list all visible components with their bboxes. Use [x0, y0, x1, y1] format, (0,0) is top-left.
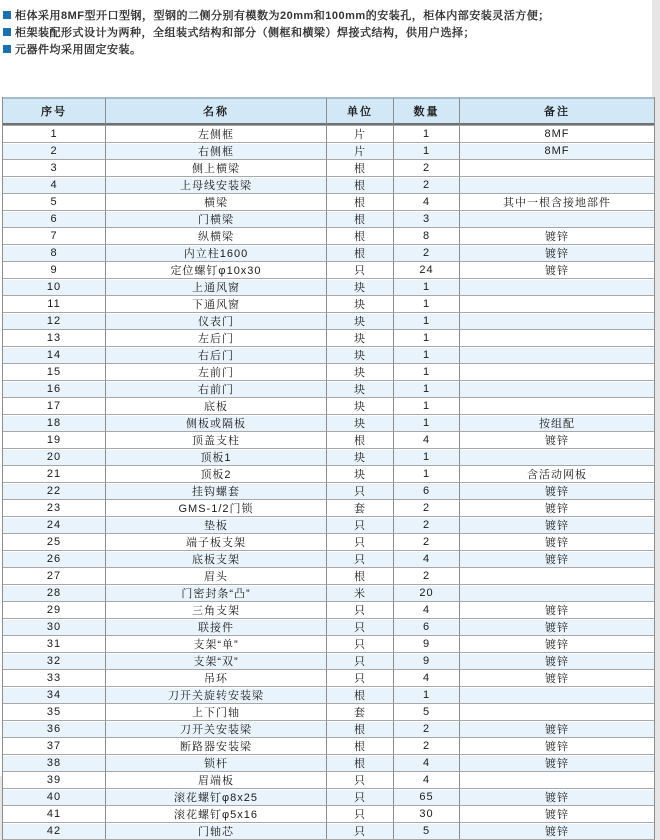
- cell-name: 吊环: [105, 669, 326, 686]
- cell-name: 右前门: [105, 380, 326, 397]
- cell-quantity: 2: [393, 159, 459, 176]
- cell-name: 下通风窗: [105, 295, 326, 312]
- cell-name: 端子板支架: [105, 533, 326, 550]
- cell-unit: 只: [326, 635, 393, 652]
- cell-remark: [459, 397, 654, 414]
- cell-serial: 17: [3, 397, 105, 414]
- cell-quantity: 1: [393, 346, 459, 363]
- cell-serial: 12: [3, 312, 105, 329]
- table-row: [3, 652, 654, 669]
- cell-name: 横梁: [105, 193, 326, 210]
- column-header-quantity: 数量: [393, 97, 459, 125]
- table-row: [3, 550, 654, 567]
- cell-quantity: 1: [393, 414, 459, 431]
- cell-unit: 块: [326, 278, 393, 295]
- cell-unit: 只: [326, 788, 393, 805]
- cell-remark: 镀锌: [459, 788, 654, 805]
- cell-name: 左侧框: [105, 125, 326, 142]
- cell-quantity: 8: [393, 227, 459, 244]
- table-row: [3, 822, 654, 839]
- cell-unit: 套: [326, 703, 393, 720]
- cell-unit: 根: [326, 567, 393, 584]
- note-text: 元器件均采用固定安装。: [15, 43, 142, 56]
- cell-name: 上下门轴: [105, 703, 326, 720]
- cell-quantity: 24: [393, 261, 459, 278]
- table-row: [3, 193, 654, 210]
- cell-remark: [459, 278, 654, 295]
- cell-unit: 米: [326, 584, 393, 601]
- cell-name: 支架“双”: [105, 652, 326, 669]
- cell-serial: 38: [3, 754, 105, 771]
- table-row: [3, 278, 654, 295]
- table-row: [3, 737, 654, 754]
- table-body: [3, 125, 654, 839]
- cell-quantity: 1: [393, 465, 459, 482]
- cell-unit: 只: [326, 516, 393, 533]
- cell-quantity: 1: [393, 397, 459, 414]
- cell-remark: 8MF: [459, 142, 654, 159]
- cell-quantity: 9: [393, 635, 459, 652]
- cell-serial: 3: [3, 159, 105, 176]
- cell-remark: [459, 567, 654, 584]
- cell-quantity: 1: [393, 125, 459, 142]
- cell-quantity: 4: [393, 669, 459, 686]
- cell-remark: [459, 329, 654, 346]
- cell-serial: 29: [3, 601, 105, 618]
- note-text: 柜体采用8MF型开口型钢，型钢的二侧分别有模数为20mm和100mm的安装孔，柜体内部安装灵活方便；: [15, 9, 550, 22]
- cell-unit: 块: [326, 346, 393, 363]
- table-row: [3, 720, 654, 737]
- cell-unit: 片: [326, 125, 393, 142]
- cell-quantity: 2: [393, 176, 459, 193]
- cell-unit: 只: [326, 261, 393, 278]
- cell-remark: [459, 176, 654, 193]
- cell-name: 支架“单”: [105, 635, 326, 652]
- cell-name: 右后门: [105, 346, 326, 363]
- cell-serial: 27: [3, 567, 105, 584]
- cell-unit: 只: [326, 601, 393, 618]
- cell-remark: 镀锌: [459, 805, 654, 822]
- cell-name: 侧上横梁: [105, 159, 326, 176]
- cell-remark: 镀锌: [459, 822, 654, 839]
- cell-quantity: 2: [393, 516, 459, 533]
- cell-unit: 块: [326, 363, 393, 380]
- table-row: [3, 771, 654, 788]
- table-row: [3, 703, 654, 720]
- cell-unit: 根: [326, 193, 393, 210]
- cell-unit: 根: [326, 159, 393, 176]
- cell-quantity: 1: [393, 363, 459, 380]
- table-row: [3, 482, 654, 499]
- cell-remark: [459, 448, 654, 465]
- table-row: [3, 210, 654, 227]
- cell-unit: 只: [326, 822, 393, 839]
- table-row: [3, 346, 654, 363]
- cell-name: 门轴芯: [105, 822, 326, 839]
- table-row: [3, 567, 654, 584]
- notes-list: [0, 0, 652, 57]
- cell-name: 仪表门: [105, 312, 326, 329]
- cell-serial: 28: [3, 584, 105, 601]
- cell-remark: 镀锌: [459, 482, 654, 499]
- cell-quantity: 3: [393, 210, 459, 227]
- cell-serial: 23: [3, 499, 105, 516]
- column-header-remark: 备注: [459, 97, 654, 125]
- cell-serial: 21: [3, 465, 105, 482]
- cell-quantity: 1: [393, 448, 459, 465]
- cell-remark: 8MF: [459, 125, 654, 142]
- cell-serial: 13: [3, 329, 105, 346]
- cell-quantity: 1: [393, 312, 459, 329]
- cell-serial: 15: [3, 363, 105, 380]
- table-row: [3, 533, 654, 550]
- cell-quantity: 1: [393, 686, 459, 703]
- cell-serial: 41: [3, 805, 105, 822]
- cell-unit: 套: [326, 499, 393, 516]
- cell-name: 三角支架: [105, 601, 326, 618]
- cell-name: 顶板2: [105, 465, 326, 482]
- cell-unit: 块: [326, 380, 393, 397]
- cell-unit: 只: [326, 533, 393, 550]
- cell-quantity: 4: [393, 601, 459, 618]
- cell-remark: 其中一根含接地部件: [459, 193, 654, 210]
- table-row: [3, 312, 654, 329]
- cell-serial: 34: [3, 686, 105, 703]
- table-row: [3, 227, 654, 244]
- table-row: [3, 754, 654, 771]
- parts-table: [2, 97, 655, 840]
- cell-unit: 根: [326, 754, 393, 771]
- table-row: [3, 397, 654, 414]
- cell-remark: [459, 363, 654, 380]
- cell-serial: 19: [3, 431, 105, 448]
- cell-unit: 块: [326, 295, 393, 312]
- cell-serial: 39: [3, 771, 105, 788]
- cell-quantity: 2: [393, 244, 459, 261]
- cell-serial: 30: [3, 618, 105, 635]
- cell-remark: [459, 346, 654, 363]
- cell-unit: 只: [326, 618, 393, 635]
- cell-quantity: 2: [393, 737, 459, 754]
- cell-serial: 16: [3, 380, 105, 397]
- cell-name: 刀开关安装梁: [105, 720, 326, 737]
- table-row: [3, 363, 654, 380]
- cell-remark: [459, 312, 654, 329]
- cell-remark: 镀锌: [459, 227, 654, 244]
- table-row: [3, 431, 654, 448]
- cell-unit: 块: [326, 414, 393, 431]
- cell-serial: 36: [3, 720, 105, 737]
- cell-name: 底板支架: [105, 550, 326, 567]
- cell-unit: 根: [326, 686, 393, 703]
- cell-serial: 22: [3, 482, 105, 499]
- cell-serial: 14: [3, 346, 105, 363]
- cell-unit: 只: [326, 771, 393, 788]
- cell-unit: 片: [326, 142, 393, 159]
- cell-remark: 镀锌: [459, 618, 654, 635]
- cell-serial: 6: [3, 210, 105, 227]
- cell-serial: 31: [3, 635, 105, 652]
- cell-name: 断路器安装梁: [105, 737, 326, 754]
- cell-name: 底板: [105, 397, 326, 414]
- cell-serial: 25: [3, 533, 105, 550]
- table-row: [3, 142, 654, 159]
- table-row: [3, 465, 654, 482]
- table-row: [3, 329, 654, 346]
- cell-serial: 32: [3, 652, 105, 669]
- cell-name: 眉头: [105, 567, 326, 584]
- table-row: [3, 805, 654, 822]
- cell-quantity: 1: [393, 142, 459, 159]
- cell-name: 联接件: [105, 618, 326, 635]
- cell-remark: [459, 703, 654, 720]
- cell-name: 挂钩螺套: [105, 482, 326, 499]
- cell-remark: 镀锌: [459, 533, 654, 550]
- table-row: [3, 584, 654, 601]
- cell-quantity: 30: [393, 805, 459, 822]
- table-row: [3, 125, 654, 142]
- column-header-serial: 序号: [3, 97, 105, 125]
- column-header-unit: 单位: [326, 97, 393, 125]
- cell-serial: 2: [3, 142, 105, 159]
- table-row: [3, 516, 654, 533]
- cell-quantity: 9: [393, 652, 459, 669]
- cell-quantity: 2: [393, 720, 459, 737]
- cell-remark: [459, 159, 654, 176]
- column-header-name: 名称: [105, 97, 326, 125]
- note-text: 柜架装配形式设计为两种，全组装式结构和部分（侧框和横梁）焊接式结构，供用户选择；: [15, 26, 475, 39]
- table-row: [3, 618, 654, 635]
- cell-serial: 18: [3, 414, 105, 431]
- cell-remark: 镀锌: [459, 635, 654, 652]
- cell-quantity: 4: [393, 431, 459, 448]
- table-row: [3, 499, 654, 516]
- cell-unit: 根: [326, 244, 393, 261]
- cell-remark: 镀锌: [459, 601, 654, 618]
- cell-remark: [459, 771, 654, 788]
- cell-serial: 11: [3, 295, 105, 312]
- cell-serial: 10: [3, 278, 105, 295]
- cell-unit: 根: [326, 227, 393, 244]
- cell-remark: 镀锌: [459, 499, 654, 516]
- cell-unit: 块: [326, 397, 393, 414]
- cell-remark: 镀锌: [459, 431, 654, 448]
- cell-remark: 按组配: [459, 414, 654, 431]
- cell-unit: 只: [326, 550, 393, 567]
- cell-remark: 镀锌: [459, 720, 654, 737]
- cell-serial: 8: [3, 244, 105, 261]
- cell-name: 上母线安装梁: [105, 176, 326, 193]
- cell-unit: 块: [326, 329, 393, 346]
- cell-serial: 20: [3, 448, 105, 465]
- cell-name: 滚花螺钉φ8x25: [105, 788, 326, 805]
- cell-unit: 根: [326, 431, 393, 448]
- cell-quantity: 1: [393, 295, 459, 312]
- cell-name: 眉端板: [105, 771, 326, 788]
- cell-name: 定位螺钉φ10x30: [105, 261, 326, 278]
- cell-remark: [459, 210, 654, 227]
- cell-unit: 根: [326, 176, 393, 193]
- bullet-square-icon: [3, 11, 11, 19]
- table-row: [3, 261, 654, 278]
- bullet-square-icon: [3, 45, 11, 53]
- cell-quantity: 1: [393, 329, 459, 346]
- cell-unit: 只: [326, 669, 393, 686]
- cell-name: 顶盖支柱: [105, 431, 326, 448]
- cell-quantity: 1: [393, 278, 459, 295]
- cell-serial: 42: [3, 822, 105, 839]
- cell-unit: 只: [326, 482, 393, 499]
- cell-name: 右侧框: [105, 142, 326, 159]
- cell-quantity: 1: [393, 380, 459, 397]
- cell-serial: 37: [3, 737, 105, 754]
- cell-serial: 26: [3, 550, 105, 567]
- cell-remark: [459, 584, 654, 601]
- cell-serial: 4: [3, 176, 105, 193]
- table-row: [3, 244, 654, 261]
- cell-quantity: 2: [393, 533, 459, 550]
- cell-unit: 块: [326, 312, 393, 329]
- cell-quantity: 4: [393, 771, 459, 788]
- cell-quantity: 6: [393, 618, 459, 635]
- table-row: [3, 159, 654, 176]
- cell-quantity: 4: [393, 550, 459, 567]
- bullet-square-icon: [3, 28, 11, 36]
- cell-name: 上通风窗: [105, 278, 326, 295]
- cell-remark: 镀锌: [459, 261, 654, 278]
- table-row: [3, 601, 654, 618]
- note-line: [3, 40, 648, 57]
- cell-serial: 35: [3, 703, 105, 720]
- cell-name: 左前门: [105, 363, 326, 380]
- cell-remark: [459, 295, 654, 312]
- cell-serial: 5: [3, 193, 105, 210]
- cell-unit: 根: [326, 737, 393, 754]
- note-line: [3, 23, 648, 40]
- cell-remark: [459, 686, 654, 703]
- cell-serial: 33: [3, 669, 105, 686]
- cell-name: 内立柱1600: [105, 244, 326, 261]
- cell-remark: [459, 380, 654, 397]
- table-row: [3, 295, 654, 312]
- cell-unit: 只: [326, 652, 393, 669]
- table-row: [3, 414, 654, 431]
- table-row: [3, 380, 654, 397]
- table-row: [3, 788, 654, 805]
- cell-quantity: 20: [393, 584, 459, 601]
- cell-quantity: 2: [393, 567, 459, 584]
- table-row: [3, 448, 654, 465]
- cell-remark: 镀锌: [459, 737, 654, 754]
- cell-remark: 镀锌: [459, 516, 654, 533]
- cell-serial: 7: [3, 227, 105, 244]
- cell-name: GMS-1/2门锁: [105, 499, 326, 516]
- cell-unit: 只: [326, 805, 393, 822]
- cell-name: 锁杆: [105, 754, 326, 771]
- cell-quantity: 4: [393, 754, 459, 771]
- cell-quantity: 5: [393, 703, 459, 720]
- cell-remark: 镀锌: [459, 550, 654, 567]
- cell-remark: 镀锌: [459, 669, 654, 686]
- cell-name: 左后门: [105, 329, 326, 346]
- cell-name: 滚花螺钉φ5x16: [105, 805, 326, 822]
- cell-serial: 40: [3, 788, 105, 805]
- cell-name: 门横梁: [105, 210, 326, 227]
- cell-serial: 1: [3, 125, 105, 142]
- table-row: [3, 686, 654, 703]
- cell-unit: 块: [326, 465, 393, 482]
- cell-remark: 镀锌: [459, 652, 654, 669]
- note-line: [3, 6, 648, 23]
- cell-unit: 根: [326, 210, 393, 227]
- cell-quantity: 6: [393, 482, 459, 499]
- cell-name: 刀开关旋转安装梁: [105, 686, 326, 703]
- table-header-row: [3, 97, 654, 125]
- cell-quantity: 2: [393, 499, 459, 516]
- cell-serial: 9: [3, 261, 105, 278]
- cell-name: 垫板: [105, 516, 326, 533]
- cell-name: 顶板1: [105, 448, 326, 465]
- cell-name: 门密封条“凸”: [105, 584, 326, 601]
- table-row: [3, 176, 654, 193]
- cell-quantity: 5: [393, 822, 459, 839]
- table-row: [3, 669, 654, 686]
- cell-name: 侧板或隔板: [105, 414, 326, 431]
- cell-unit: 块: [326, 448, 393, 465]
- cell-remark: 含活动网板: [459, 465, 654, 482]
- cell-name: 纵横梁: [105, 227, 326, 244]
- cell-remark: 镀锌: [459, 244, 654, 261]
- cell-serial: 24: [3, 516, 105, 533]
- cell-remark: 镀锌: [459, 754, 654, 771]
- table-row: [3, 635, 654, 652]
- cell-unit: 根: [326, 720, 393, 737]
- cell-quantity: 4: [393, 193, 459, 210]
- cell-quantity: 65: [393, 788, 459, 805]
